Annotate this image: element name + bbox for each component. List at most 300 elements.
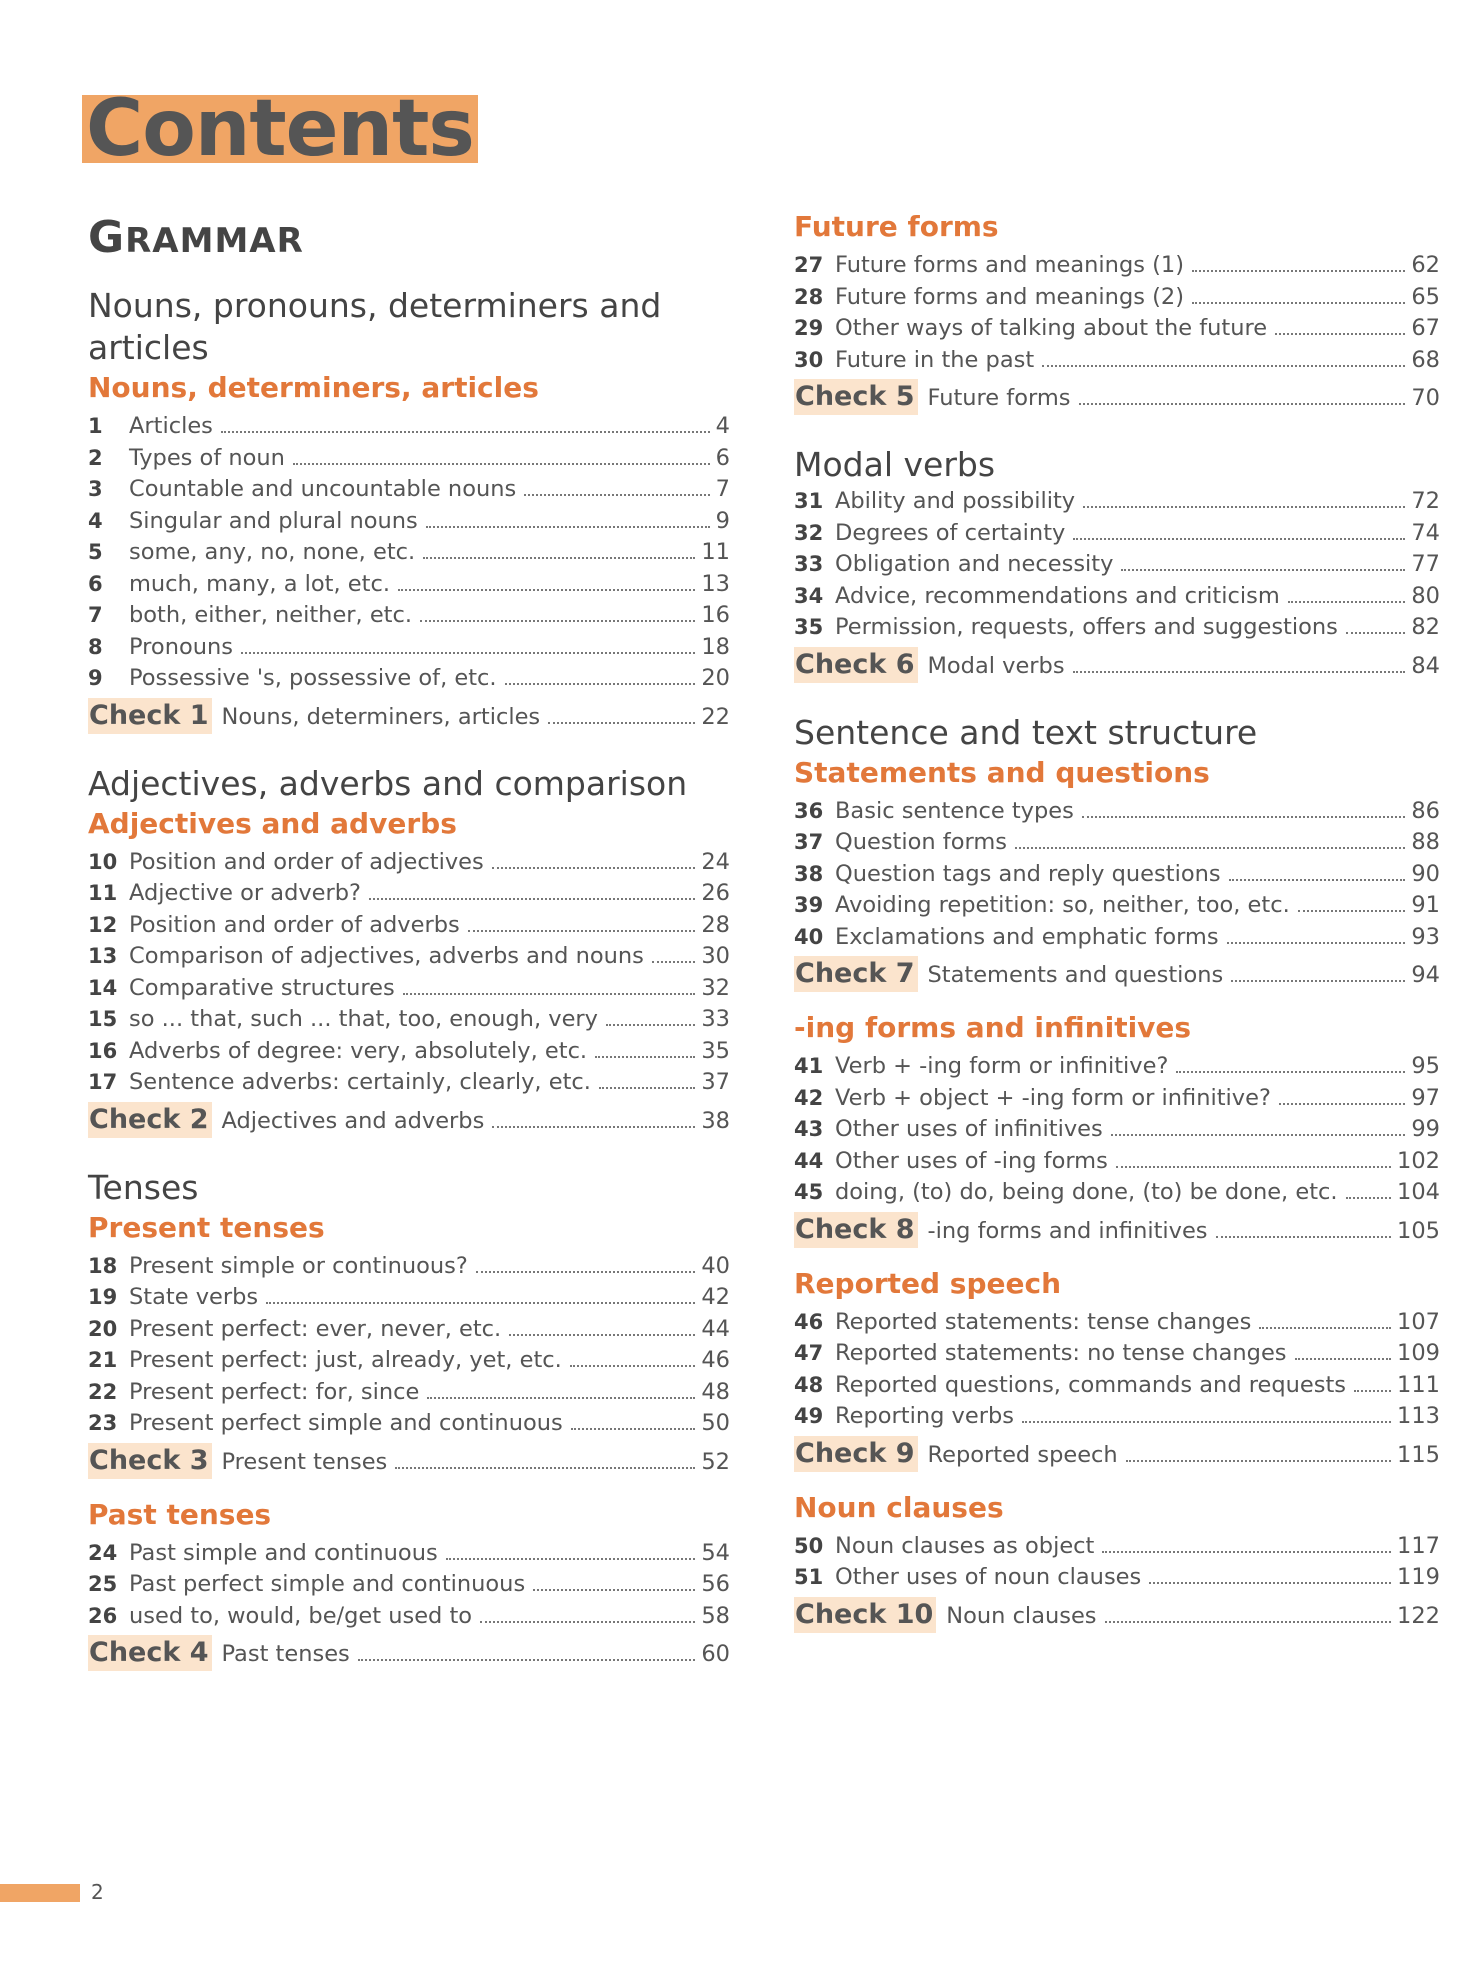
- entry-number: 19: [88, 1285, 118, 1309]
- entry-number: 43: [794, 1117, 824, 1141]
- toc-entry[interactable]: [794, 612, 1440, 644]
- dot-leader: [1116, 1166, 1391, 1168]
- entry-page: 24: [701, 848, 730, 875]
- entry-number: 9: [88, 666, 103, 690]
- toc-entry[interactable]: [88, 1004, 730, 1036]
- entry-page: 18: [701, 633, 730, 660]
- subsection-title: Reported speech: [794, 1266, 1062, 1300]
- entry-page: 119: [1397, 1564, 1440, 1590]
- dot-leader: [1121, 569, 1405, 571]
- entry-title: Obligation and necessity: [835, 551, 1114, 577]
- entry-number: 18: [88, 1253, 118, 1278]
- entry-title: Advice, recommendations and criticism: [835, 582, 1280, 609]
- entry-title: Question forms: [835, 829, 1007, 855]
- entry-number: 30: [794, 347, 824, 372]
- dot-leader: [468, 930, 696, 932]
- dot-leader: [426, 526, 710, 528]
- dot-leader: [505, 683, 696, 685]
- entry-title: Countable and uncountable nouns: [129, 476, 517, 502]
- dot-leader: [358, 1659, 696, 1661]
- dot-leader: [423, 557, 695, 559]
- entry-title: Ability and possibility: [835, 488, 1076, 514]
- toc-entry[interactable]: [88, 1067, 730, 1099]
- entry-number: 48: [794, 1372, 824, 1397]
- entry-page: 68: [1411, 346, 1440, 373]
- entry-number: 41: [794, 1054, 824, 1078]
- dot-leader: [1275, 333, 1405, 335]
- subsection-title: Past tenses: [88, 1497, 272, 1531]
- entry-title: Other uses of infinitives: [835, 1116, 1103, 1142]
- toc-entry[interactable]: [88, 973, 730, 1005]
- entry-title: Position and order of adverbs: [129, 911, 460, 938]
- section-title: Nouns, pronouns, determiners and articles: [88, 286, 662, 367]
- toc-entry[interactable]: [88, 600, 730, 632]
- entry-number: 14: [88, 975, 118, 1000]
- check-badge: Check 7: [794, 956, 918, 992]
- toc-entry[interactable]: [794, 890, 1440, 922]
- entry-number: 20: [88, 1316, 118, 1341]
- entry-title: Comparison of adjectives, adverbs and nouns: [129, 943, 644, 969]
- entry-number: 8: [88, 634, 103, 659]
- toc-entry[interactable]: [794, 1177, 1440, 1209]
- entry-page: 50: [701, 1410, 730, 1436]
- toc-entry[interactable]: [88, 1377, 730, 1409]
- dot-leader: [1111, 1134, 1406, 1136]
- entry-number: 21: [88, 1348, 118, 1372]
- contents-heading: Contents: [82, 95, 478, 163]
- entry-page: 40: [701, 1252, 730, 1279]
- entry-page: 65: [1411, 283, 1440, 310]
- toc-entry[interactable]: [794, 1307, 1440, 1339]
- entry-number: 31: [794, 489, 824, 513]
- subsection-title: -ing forms and infinitives: [794, 1011, 1192, 1044]
- entry-title: Present perfect: for, since: [129, 1378, 420, 1405]
- check-title: Future forms: [927, 385, 1071, 411]
- entry-number: 7: [88, 603, 103, 627]
- dot-leader: [420, 620, 695, 622]
- entry-title: Basic sentence types: [835, 797, 1074, 824]
- check-entry[interactable]: [88, 698, 730, 735]
- entry-title: Position and order of adjectives: [129, 848, 484, 875]
- entry-title: Pronouns: [129, 633, 233, 660]
- entry-title: Permission, requests, offers and suggestions: [835, 614, 1338, 640]
- entry-number: 22: [88, 1379, 118, 1404]
- entry-number: 17: [88, 1070, 118, 1094]
- check-title: Present tenses: [221, 1448, 388, 1475]
- section-title: Sentence and text structure: [794, 712, 1258, 752]
- entry-title: Articles: [129, 413, 213, 439]
- dot-leader: [1279, 1103, 1405, 1105]
- toc-entry[interactable]: [794, 1083, 1440, 1115]
- dot-leader: [1082, 816, 1406, 818]
- entry-page: 44: [701, 1315, 730, 1342]
- entry-page: 95: [1411, 1053, 1440, 1079]
- toc-entry[interactable]: [88, 474, 730, 506]
- check-entry[interactable]: [794, 956, 1440, 993]
- entry-number: 35: [794, 615, 824, 639]
- toc-entry[interactable]: [88, 1408, 730, 1440]
- entry-title: doing, (to) do, being done, (to) be done, etc.: [835, 1179, 1338, 1205]
- toc-entry[interactable]: [794, 796, 1440, 828]
- grammar-first-letter: G: [88, 212, 126, 263]
- dot-leader: [221, 431, 710, 433]
- dot-leader: [241, 652, 695, 654]
- entry-number: 27: [794, 253, 824, 277]
- check-title: Reported speech: [927, 1441, 1118, 1468]
- entry-number: 16: [88, 1038, 118, 1063]
- check-badge: Check 10: [794, 1597, 936, 1633]
- entry-page: 88: [1411, 829, 1440, 855]
- entry-title: Reported statements: tense changes: [835, 1308, 1252, 1335]
- check-title: Adjectives and adverbs: [221, 1107, 485, 1134]
- entry-number: 44: [794, 1148, 824, 1173]
- toc-entry[interactable]: [88, 910, 730, 942]
- entry-number: 10: [88, 849, 118, 874]
- entry-page: 35: [701, 1037, 730, 1064]
- entry-page: 16: [701, 602, 730, 628]
- entry-title: Present perfect: just, already, yet, etc.: [129, 1347, 562, 1373]
- entry-page: 48: [701, 1378, 730, 1405]
- check-page: 22: [701, 703, 730, 730]
- check-page: 94: [1411, 962, 1440, 988]
- entry-number: 3: [88, 477, 103, 501]
- entry-page: 99: [1411, 1116, 1440, 1142]
- entry-number: 40: [794, 924, 824, 949]
- check-entry[interactable]: [88, 1635, 730, 1672]
- entry-title: some, any, no, none, etc.: [129, 539, 416, 565]
- subsection-gap: [88, 1480, 730, 1496]
- entry-title: Question tags and reply questions: [835, 860, 1221, 887]
- entry-number: 11: [88, 881, 118, 905]
- entry-page: 90: [1411, 860, 1440, 887]
- entry-title: Present perfect simple and continuous: [129, 1410, 563, 1436]
- toc-entry[interactable]: [88, 941, 730, 973]
- entry-number: 36: [794, 798, 824, 823]
- entry-title: Comparative structures: [129, 974, 395, 1001]
- section-title: Adjectives, adverbs and comparison: [88, 763, 688, 803]
- dot-leader: [1105, 1621, 1392, 1623]
- entry-page: 30: [701, 943, 730, 969]
- section-gap: [794, 684, 1440, 712]
- subsection-title: Future forms: [794, 210, 999, 243]
- toc-entry[interactable]: [88, 1036, 730, 1068]
- entry-title: Other ways of talking about the future: [835, 315, 1268, 341]
- entry-title: Adverbs of degree: very, absolutely, etc.: [129, 1037, 588, 1064]
- entry-number: 33: [794, 552, 824, 576]
- toc-entry[interactable]: [794, 345, 1440, 377]
- entry-title: Verb + -ing form or infinitive?: [835, 1053, 1169, 1079]
- dot-leader: [1298, 910, 1406, 912]
- check-entry[interactable]: [794, 379, 1440, 416]
- entry-number: 32: [794, 520, 824, 545]
- entry-title: both, either, neither, etc.: [129, 602, 413, 628]
- toc-entry[interactable]: [88, 1314, 730, 1346]
- toc-entry[interactable]: [794, 1531, 1440, 1563]
- toc-entry[interactable]: [88, 537, 730, 569]
- toc-entry[interactable]: [88, 411, 730, 443]
- check-title: -ing forms and infinitives: [927, 1217, 1208, 1244]
- toc-entry[interactable]: [794, 518, 1440, 550]
- subsection-gap: [794, 993, 1440, 1009]
- toc-entry[interactable]: [88, 443, 730, 475]
- entry-page: 26: [701, 880, 730, 906]
- dot-leader: [1259, 1327, 1391, 1329]
- section-title: Modal verbs: [794, 445, 996, 484]
- entry-page: 91: [1411, 892, 1440, 918]
- toc-entry[interactable]: [88, 506, 730, 538]
- entry-title: Past simple and continuous: [129, 1539, 438, 1566]
- toc-entry[interactable]: [794, 1114, 1440, 1146]
- entry-page: 32: [701, 974, 730, 1001]
- entry-title: Verb + object + -ing form or infinitive?: [835, 1084, 1271, 1111]
- dot-leader: [570, 1365, 696, 1367]
- entry-page: 113: [1397, 1403, 1440, 1429]
- entry-page: 67: [1411, 315, 1440, 341]
- dot-leader: [548, 722, 695, 724]
- dot-leader: [1176, 1071, 1405, 1073]
- entry-number: 51: [794, 1565, 824, 1589]
- section-gap: [88, 1139, 730, 1167]
- dot-leader: [524, 494, 709, 496]
- check-title: Past tenses: [221, 1641, 350, 1667]
- dot-leader: [1192, 270, 1405, 272]
- dot-leader: [1295, 1358, 1392, 1360]
- toc-entry[interactable]: [794, 827, 1440, 859]
- dot-leader: [1192, 302, 1405, 304]
- entry-page: 104: [1397, 1179, 1440, 1205]
- entry-page: 11: [701, 539, 730, 565]
- dot-leader: [595, 1056, 695, 1058]
- toc-entry[interactable]: [88, 632, 730, 664]
- dot-leader: [533, 1589, 695, 1591]
- section-gap: [88, 735, 730, 763]
- check-page: 38: [701, 1107, 730, 1134]
- toc-entry[interactable]: [794, 859, 1440, 891]
- dot-leader: [1346, 1197, 1392, 1199]
- toc-entry[interactable]: [794, 1051, 1440, 1083]
- entry-page: 97: [1411, 1084, 1440, 1111]
- entry-page: 4: [715, 413, 730, 439]
- dot-leader: [1288, 601, 1406, 603]
- entry-title: Avoiding repetition: so, neither, too, etc.: [835, 892, 1290, 918]
- toc-entry[interactable]: [794, 1562, 1440, 1594]
- section-gap: [794, 416, 1440, 444]
- toc-entry[interactable]: [794, 1146, 1440, 1178]
- check-page: 84: [1411, 652, 1440, 679]
- dot-leader: [480, 1621, 695, 1623]
- check-entry[interactable]: [794, 647, 1440, 684]
- dot-leader: [1149, 1582, 1391, 1584]
- toc-entry[interactable]: [88, 1601, 730, 1633]
- left-column: [88, 212, 730, 1672]
- entry-title: Present perfect: ever, never, etc.: [129, 1315, 502, 1342]
- check-badge: Check 4: [88, 1635, 212, 1671]
- dot-leader: [571, 1428, 696, 1430]
- entry-number: 38: [794, 861, 824, 886]
- dot-leader: [1073, 538, 1405, 540]
- check-badge: Check 2: [88, 1102, 212, 1138]
- entry-page: 9: [715, 507, 730, 534]
- entry-title: Reported statements: no tense changes: [835, 1340, 1287, 1366]
- toc-entry[interactable]: [88, 663, 730, 695]
- entry-page: 58: [701, 1602, 730, 1629]
- dot-leader: [446, 1558, 696, 1560]
- entry-page: 111: [1397, 1371, 1440, 1398]
- entry-number: 34: [794, 583, 824, 608]
- dot-leader: [1102, 1551, 1391, 1553]
- dot-leader: [395, 1467, 695, 1469]
- toc-entry[interactable]: [794, 282, 1440, 314]
- entry-title: much, many, a lot, etc.: [129, 570, 390, 597]
- entry-page: 107: [1397, 1308, 1440, 1335]
- entry-title: Singular and plural nouns: [129, 507, 418, 534]
- entry-title: State verbs: [129, 1284, 259, 1310]
- page-number: 2: [91, 1880, 104, 1904]
- entry-number: 50: [794, 1533, 824, 1558]
- entry-number: 25: [88, 1572, 118, 1596]
- entry-number: 47: [794, 1341, 824, 1365]
- entry-number: 49: [794, 1404, 824, 1428]
- dot-leader: [652, 961, 695, 963]
- section-title: Tenses: [88, 1167, 199, 1207]
- check-page: 122: [1397, 1602, 1440, 1629]
- entry-number: 29: [794, 316, 824, 340]
- entry-title: Present simple or continuous?: [129, 1252, 468, 1279]
- entry-number: 6: [88, 571, 103, 596]
- entry-page: 56: [701, 1571, 730, 1597]
- entry-page: 102: [1397, 1147, 1440, 1174]
- toc-entry[interactable]: [88, 1282, 730, 1314]
- subsection-gap: [794, 1249, 1440, 1265]
- toc-entry[interactable]: [88, 1251, 730, 1283]
- check-entry[interactable]: [88, 1102, 730, 1139]
- dot-leader: [266, 1302, 695, 1304]
- entry-number: 5: [88, 540, 103, 564]
- toc-entry[interactable]: [88, 1345, 730, 1377]
- check-entry[interactable]: [794, 1212, 1440, 1249]
- check-page: 52: [701, 1448, 730, 1475]
- subsection-gap: [794, 1473, 1440, 1489]
- check-entry[interactable]: [794, 1597, 1440, 1634]
- dot-leader: [403, 993, 696, 995]
- entry-title: Adjective or adverb?: [129, 880, 361, 906]
- entry-page: 6: [715, 444, 730, 471]
- entry-number: 24: [88, 1540, 118, 1565]
- entry-page: 86: [1411, 797, 1440, 824]
- entry-number: 4: [88, 508, 103, 533]
- dot-leader: [1354, 1390, 1391, 1392]
- entry-page: 74: [1411, 519, 1440, 546]
- entry-page: 93: [1411, 923, 1440, 950]
- toc-entry[interactable]: [88, 569, 730, 601]
- dot-leader: [599, 1087, 695, 1089]
- entry-page: 13: [701, 570, 730, 597]
- entry-title: Past perfect simple and continuous: [129, 1571, 526, 1597]
- check-title: Statements and questions: [927, 962, 1224, 988]
- entry-page: 72: [1411, 488, 1440, 514]
- entry-number: 23: [88, 1411, 118, 1435]
- entry-title: Degrees of certainty: [835, 519, 1066, 546]
- toc-entry[interactable]: [88, 1569, 730, 1601]
- toc-entry[interactable]: [88, 1538, 730, 1570]
- entry-page: 46: [701, 1347, 730, 1373]
- entry-title: Types of noun: [129, 444, 285, 471]
- entry-title: Future forms and meanings (2): [835, 283, 1184, 310]
- entry-page: 54: [701, 1539, 730, 1566]
- dot-leader: [398, 589, 695, 591]
- entry-page: 80: [1411, 582, 1440, 609]
- subsection-title: Nouns, determiners, articles: [88, 371, 539, 404]
- toc-entry[interactable]: [794, 1338, 1440, 1370]
- check-page: 70: [1411, 385, 1440, 411]
- toc-entry[interactable]: [794, 922, 1440, 954]
- check-entry[interactable]: [88, 1443, 730, 1480]
- toc-entry[interactable]: [794, 581, 1440, 613]
- entry-number: 42: [794, 1085, 824, 1110]
- toc-entry[interactable]: [794, 1370, 1440, 1402]
- dot-leader: [492, 867, 696, 869]
- dot-leader: [1073, 671, 1406, 673]
- toc-entry[interactable]: [88, 847, 730, 879]
- entry-number: 37: [794, 830, 824, 854]
- entry-number: 28: [794, 284, 824, 309]
- entry-number: 26: [88, 1603, 118, 1628]
- right-column: [794, 208, 1440, 1634]
- toc-entry[interactable]: [88, 878, 730, 910]
- dot-leader: [476, 1271, 696, 1273]
- entry-title: Possessive 's, possessive of, etc.: [129, 665, 497, 691]
- footer-accent-bar: [0, 1884, 80, 1902]
- entry-number: 13: [88, 944, 118, 968]
- check-title: Nouns, determiners, articles: [221, 703, 541, 730]
- entry-number: 1: [88, 414, 103, 438]
- toc-entry[interactable]: [794, 549, 1440, 581]
- entry-title: Sentence adverbs: certainly, clearly, etc.: [129, 1069, 591, 1095]
- entry-number: 12: [88, 912, 118, 937]
- entry-title: Other uses of noun clauses: [835, 1564, 1142, 1590]
- check-badge: Check 5: [794, 379, 918, 415]
- toc-entry[interactable]: [794, 313, 1440, 345]
- entry-title: so ... that, such ... that, too, enough, very: [129, 1006, 598, 1032]
- entry-page: 20: [701, 665, 730, 691]
- toc-entry[interactable]: [794, 1401, 1440, 1433]
- entry-number: 39: [794, 893, 824, 917]
- entry-page: 33: [701, 1006, 730, 1032]
- entry-title: used to, would, be/get used to: [129, 1602, 473, 1629]
- toc-entry[interactable]: [794, 250, 1440, 282]
- entry-page: 117: [1397, 1532, 1440, 1559]
- dot-leader: [369, 898, 695, 900]
- dot-leader: [1015, 847, 1405, 849]
- dot-leader: [1126, 1460, 1391, 1462]
- dot-leader: [1346, 632, 1405, 634]
- entry-page: 82: [1411, 614, 1440, 640]
- toc-entry[interactable]: [794, 486, 1440, 518]
- check-page: 60: [701, 1641, 730, 1667]
- dot-leader: [1083, 506, 1405, 508]
- dot-leader: [1216, 1236, 1392, 1238]
- check-title: Noun clauses: [946, 1602, 1097, 1629]
- subsection-title: Noun clauses: [794, 1490, 1004, 1524]
- dot-leader: [1229, 879, 1406, 881]
- dot-leader: [1231, 980, 1405, 982]
- subsection-title: Adjectives and adverbs: [88, 806, 457, 840]
- check-entry[interactable]: [794, 1436, 1440, 1473]
- dot-leader: [1079, 403, 1406, 405]
- page-title: [82, 84, 478, 174]
- entry-page: 28: [701, 911, 730, 938]
- entry-title: Reported questions, commands and requests: [835, 1371, 1347, 1398]
